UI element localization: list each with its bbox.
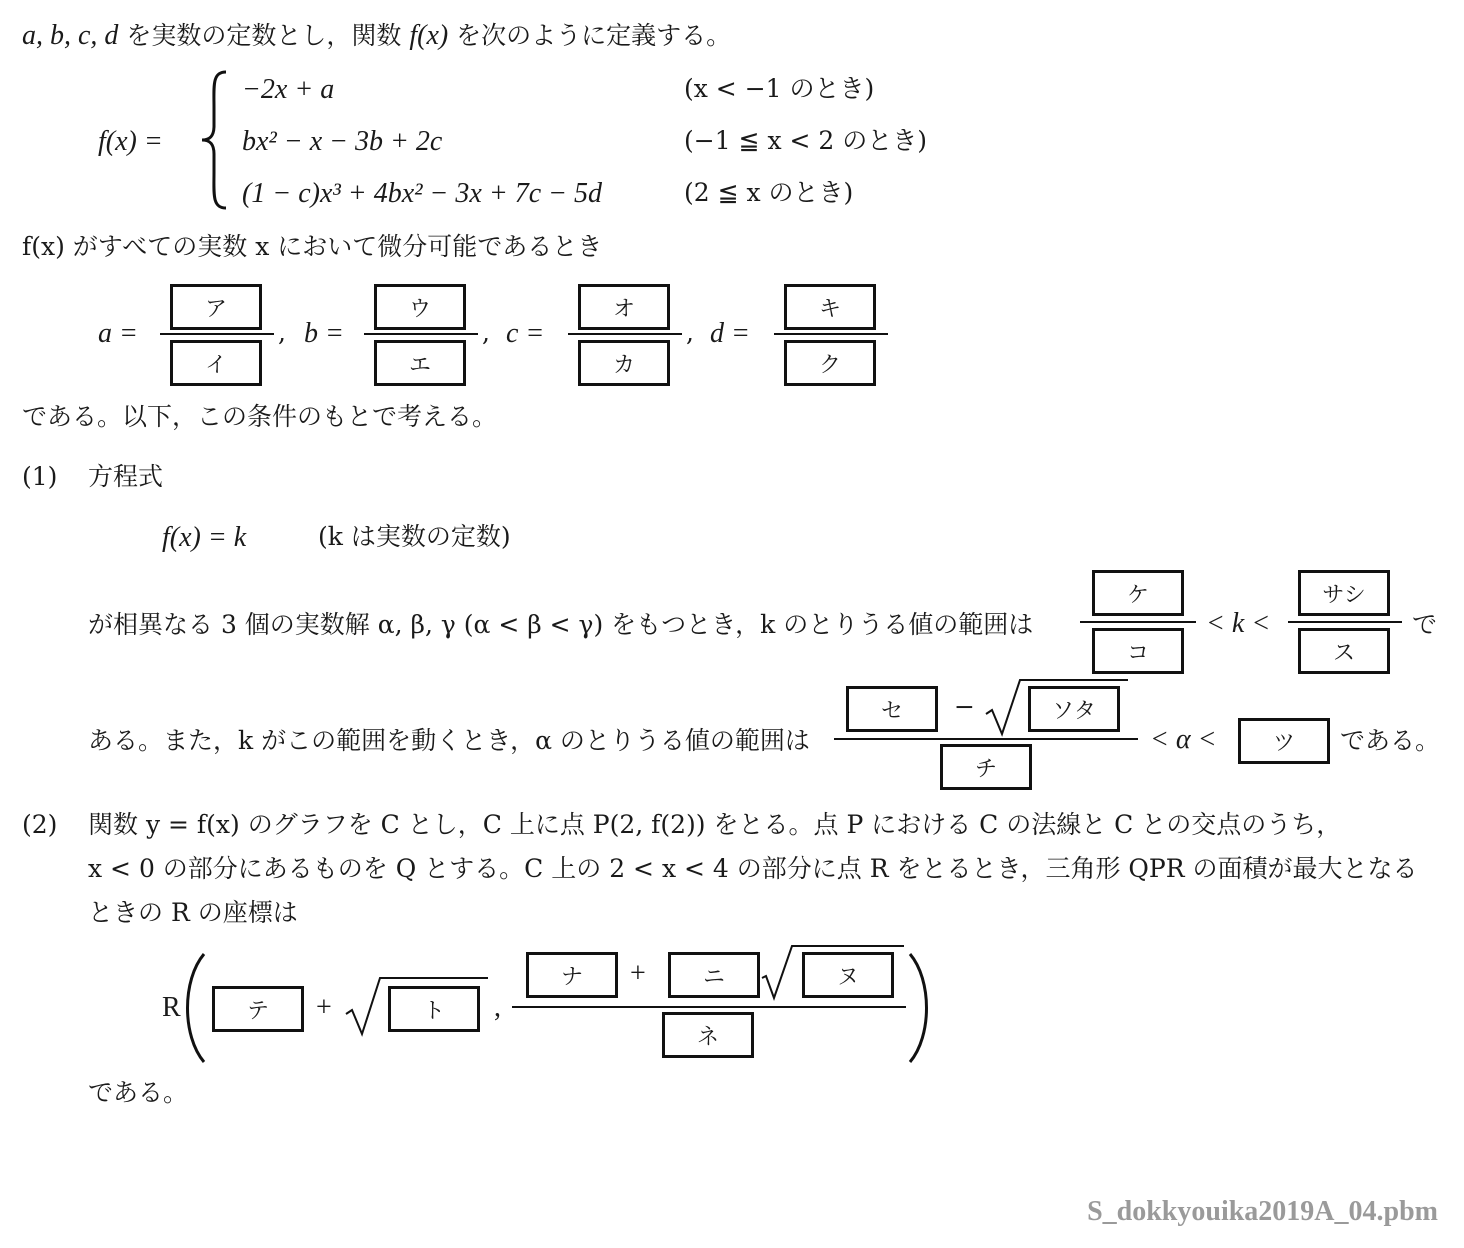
plus-sign: + (316, 992, 332, 1023)
part1-title: 方程式 (88, 462, 164, 491)
answer-box-sota[interactable]: ソタ (1028, 686, 1120, 732)
minus-sign: − (954, 692, 975, 721)
intro-fx: f(x) (409, 20, 449, 51)
answer-box-u[interactable]: ウ (374, 284, 466, 330)
fraction-bar (1080, 621, 1196, 623)
r-label: R (162, 992, 181, 1023)
answer-box-a[interactable]: ア (170, 284, 262, 330)
case-1-cond: (x < −1 のとき) (684, 74, 875, 103)
k-inequality: < k < (1206, 608, 1271, 639)
answer-box-nu[interactable]: ヌ (802, 952, 894, 998)
comma: , (686, 318, 694, 347)
fraction-bar (568, 333, 682, 335)
part1-equation: f(x) = k (162, 522, 247, 553)
case-2-expr: bx² − x − 3b + 2c (242, 126, 443, 157)
comma: , (278, 318, 286, 347)
diff-line: f(x) がすべての実数 x において微分可能であるとき (22, 232, 603, 261)
part1-de: で (1412, 610, 1438, 639)
answer-box-chi[interactable]: チ (940, 744, 1032, 790)
d-label: d = (710, 318, 750, 349)
intro-text2: を次のように定義する。 (456, 21, 732, 50)
fraction-bar (160, 333, 274, 335)
case-2-cond: (−1 ≦ x < 2 のとき) (684, 126, 927, 155)
part2-line2: x < 0 の部分にあるものを Q とする。C 上の 2 < x < 4 の部分に点 R をとるとき，三角形 QPR の面積が最大となる (88, 854, 1418, 883)
answer-box-e[interactable]: エ (374, 340, 466, 386)
intro-text: を実数の定数とし，関数 (126, 21, 402, 50)
answer-box-ne[interactable]: ネ (662, 1012, 754, 1058)
answer-box-te[interactable]: テ (212, 986, 304, 1032)
part1-end: である。 (1340, 726, 1441, 755)
answer-box-su[interactable]: ス (1298, 628, 1390, 674)
case-3-expr: (1 − c)x³ + 4bx² − 3x + 7c − 5d (242, 178, 603, 209)
condition-line: である。以下，この条件のもとで考える。 (22, 402, 498, 431)
a-label: a = (98, 318, 138, 349)
footer-filename: S_dokkyouika2019A_04.pbm (1087, 1196, 1438, 1227)
intro-vars: a, b, c, d (22, 20, 119, 51)
answer-box-na[interactable]: ナ (526, 952, 618, 998)
answer-box-ko[interactable]: コ (1092, 628, 1184, 674)
answer-box-ku[interactable]: ク (784, 340, 876, 386)
answer-box-i[interactable]: イ (170, 340, 262, 386)
b-label: b = (304, 318, 344, 349)
plus-sign: + (630, 958, 646, 989)
part2-line1: 関数 y = f(x) のグラフを C とし，C 上に点 P(2, f(2)) をとる。点 P における C の法線と C との交点のうち， (88, 810, 1342, 839)
answer-box-tsu[interactable]: ツ (1238, 718, 1330, 764)
answer-box-ke[interactable]: ケ (1092, 570, 1184, 616)
fraction-bar (774, 333, 888, 335)
part2-line3: ときの R の座標は (88, 898, 298, 927)
part1-equation-note: (k は実数の定数) (318, 522, 511, 551)
answer-box-ki[interactable]: キ (784, 284, 876, 330)
part2-end: である。 (88, 1078, 189, 1107)
comma: , (482, 318, 490, 347)
case-1-expr: −2x + a (242, 74, 335, 105)
intro-line (22, 22, 731, 50)
part1-line1: が相異なる 3 個の実数解 α, β, γ (α < β < γ) をもつとき，k のとりうる値の範囲は (88, 610, 1034, 639)
answer-box-ka[interactable]: カ (578, 340, 670, 386)
answer-box-sashi[interactable]: サシ (1298, 570, 1390, 616)
answer-box-se[interactable]: セ (846, 686, 938, 732)
part2-number: (2) (22, 810, 58, 839)
case-3-cond: (2 ≦ x のとき) (684, 178, 854, 207)
answer-box-o[interactable]: オ (578, 284, 670, 330)
piecewise-lhs: f(x) = (98, 126, 163, 157)
answer-box-ni[interactable]: ニ (668, 952, 760, 998)
part1-number: (1) (22, 462, 58, 491)
answer-box-to[interactable]: ト (388, 986, 480, 1032)
part1-line2: ある。また，k がこの範囲を動くとき，α のとりうる値の範囲は (88, 726, 810, 755)
fraction-bar (512, 1006, 906, 1008)
fraction-bar (834, 738, 1138, 740)
right-paren (906, 952, 936, 1064)
left-brace (198, 68, 232, 212)
fraction-bar (364, 333, 478, 335)
fraction-bar (1288, 621, 1402, 623)
left-paren (178, 952, 208, 1064)
c-label: c = (506, 318, 545, 349)
alpha-inequality: < α < (1150, 724, 1217, 755)
comma: , (494, 992, 501, 1023)
